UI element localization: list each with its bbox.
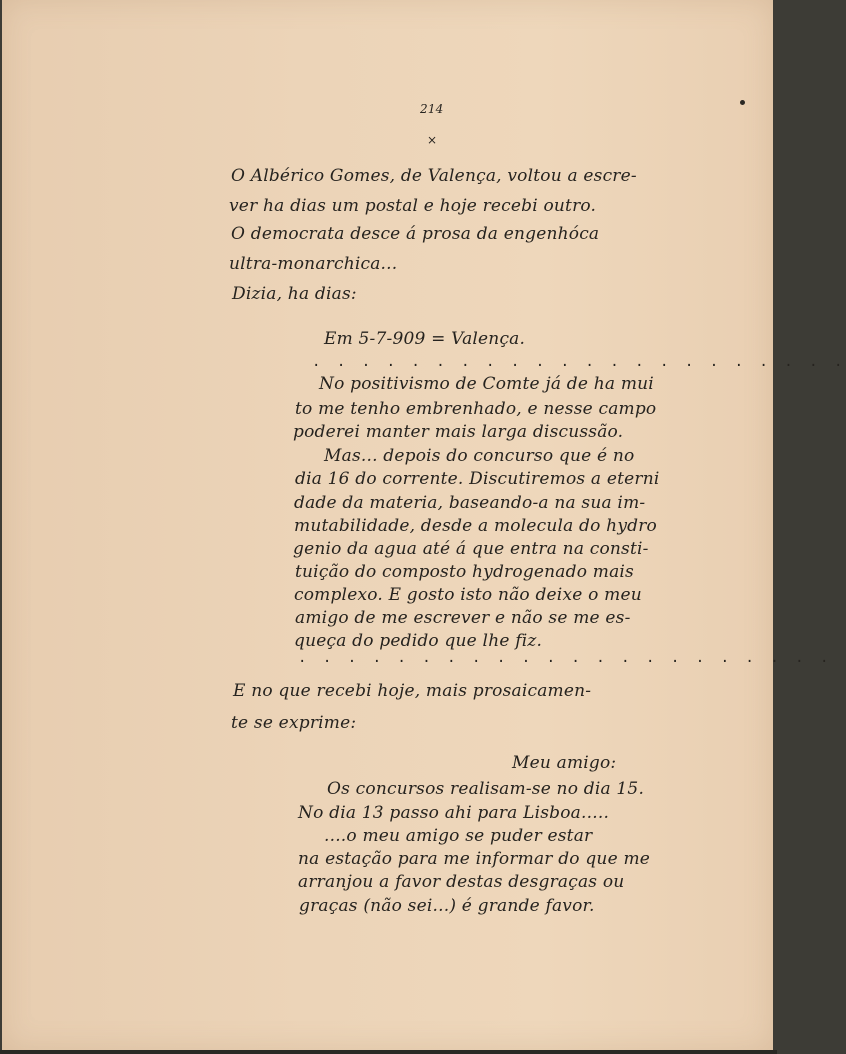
letter-line: O Albérico Gomes, de Valença, voltou a escre- xyxy=(231,166,637,186)
letter-line: ultra-monarchica... xyxy=(229,254,398,274)
letter-line: te se exprime: xyxy=(231,713,357,733)
dotted-rule-top: . . . . . . . . . . . . . . . . . . . . . . xyxy=(312,354,846,370)
quoted-line: poderei manter mais larga discussão. xyxy=(293,422,624,442)
page-edge-shadow xyxy=(0,1050,777,1054)
dotted-rule-bottom: . . . . . . . . . . . . . . . . . . . . . . xyxy=(298,650,833,666)
cross-mark: × xyxy=(427,133,438,147)
page-number: 214 xyxy=(420,102,444,116)
quoted-line: Os concursos realisam-se no dia 15. xyxy=(327,779,645,799)
quoted-line: queça do pedido que lhe fiz. xyxy=(294,631,543,651)
salutation: Meu amigo: xyxy=(512,753,617,773)
quoted-line: dade da materia, baseando-a na sua im- xyxy=(294,493,646,513)
quoted-line: genio da agua até á que entra na consti- xyxy=(293,539,649,559)
quoted-line: tuição do composto hydrogenado mais xyxy=(295,562,634,582)
quoted-line: ....o meu amigo se puder estar xyxy=(324,826,593,846)
quoted-line: No positivismo de Comte já de ha mui xyxy=(319,374,654,394)
letter-line: ver ha dias um postal e hoje recebi outro. xyxy=(229,196,597,216)
quoted-line: dia 16 do corrente. Discutiremos a eterni xyxy=(295,469,660,489)
ink-dot xyxy=(740,100,745,105)
quoted-line: Mas... depois do concurso que é no xyxy=(324,446,635,466)
quoted-line: na estação para me informar do que me xyxy=(298,849,651,869)
quoted-line: No dia 13 passo ahi para Lisboa..... xyxy=(298,803,610,823)
quoted-line: to me tenho embrenhado, e nesse campo xyxy=(295,399,657,419)
letter-line: Dizia, ha dias: xyxy=(232,284,357,304)
letter-line: E no que recebi hoje, mais prosaicamen- xyxy=(233,681,592,701)
letter-line: O democrata desce á prosa da engenhóca xyxy=(231,224,600,244)
quoted-line: mutabilidade, desde a molecula do hydro xyxy=(294,516,657,536)
quoted-line: arranjou a favor destas desgraças ou xyxy=(298,872,625,892)
quoted-line: amigo de me escrever e não se me es- xyxy=(295,608,631,628)
quoted-line: complexo. E gosto isto não deixe o meu xyxy=(294,585,642,605)
dateline: Em 5-7-909 = Valença. xyxy=(324,329,526,349)
manuscript-page xyxy=(2,0,846,1050)
quoted-line: graças (não sei...) é grande favor. xyxy=(299,896,595,916)
